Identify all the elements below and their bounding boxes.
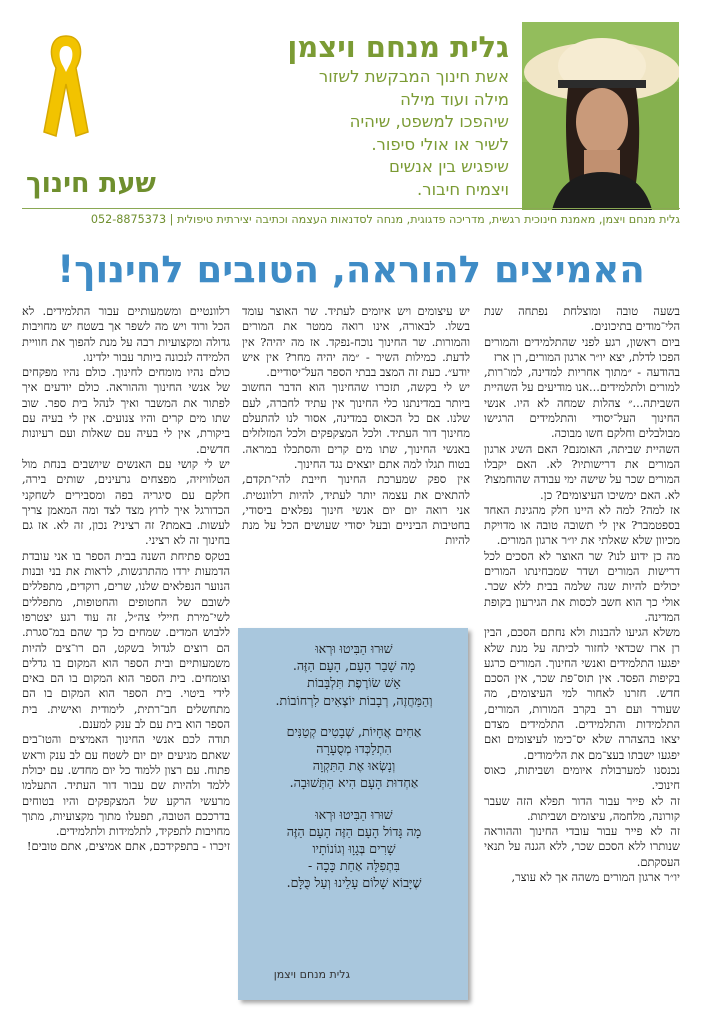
mission-line: מילה ועוד מילה: [400, 89, 509, 109]
author-name: גלית מנחם ויצמן: [287, 30, 509, 64]
paragraph: ביום ראשון, רגע לפני שהתלמידים והמורים הפכו לדלת, יצא יו״ר ארגון המורים, רן ארז: [484, 334, 680, 364]
article-column-left: [22, 304, 230, 1009]
byline-divider: [22, 208, 680, 209]
poem-line: וְהַמַּחֲזֶה, רְבָבוֹת יוֹצְאִים לִרְחוֹבוֹת.: [275, 692, 433, 708]
poem-line: שׁוּרוּ הַבִּיטוּ וּרְאוּ: [315, 641, 393, 656]
paragraph: זה לא פייר עבור עובדי החינוך וההוראה שנותרו ללא הסכם שכר, ללא הגנה על תנאי העסקתם.: [484, 824, 680, 869]
paragraph: אין ספק שמערכת החינוך חייבת להי־תקדם, להתאים את עצמה יותר לעתיד, להיות רלוונטית. אני רואה יום יום אנשי חינוך נפלאים ביסודי, בחטיבות הביניים ובעל יסודי שעושים הכל על מנת להיות: [242, 472, 470, 548]
poem-box: [238, 628, 468, 1000]
paragraph: נכנסנו למערבולת איומים ושביתות, כאוס חינוכי.: [484, 762, 680, 793]
paragraph: זיכרו - בתפקידכם, אתם אמיצים, אתם טובים!: [26, 839, 230, 854]
mission-line: ויצמיח חיבור.: [417, 179, 509, 199]
yellow-ribbon-icon: [36, 32, 96, 142]
poem-line: שׁוּרוּ הַבִּיטוּ וּרְאוּ: [315, 806, 393, 822]
paragraph: מה כן ידוע לנו? שר האוצר לא הסכים לכל דרישות המורים ושדר שמבחינתו המורים יכולים להיות שנה שלמה בבית ללא שכר. אולי כך הוא חשב לכסות את הגירעון בקופת המדינה.: [484, 548, 680, 624]
paragraph: כולם נהיו מומחים לחינוך. כולם נהיו מפקחים של אנשי החינוך וההוראה. כולם יודעים איך לפתור את המשבר ואיך לנהל בית ספר. שוב שתו מים קרים והיו צנועים. אין לי בעיה עם ביקורת, אין לי בעיה עם שאלות ועם רעיונות חדשים.: [22, 365, 230, 456]
mission-line: לשיר או אולי סיפור.: [371, 134, 509, 154]
paragraph: יש לי קושי עם האנשים שיושבים בנחת מול הטלוויזיה, מפצחים גרעינים, שותים בירה, חלקם עם סיגריה בפה ומסבירים לשחקני הכדורגל איך לרוץ מצד לצד ומה המאמן צריך לעשות. באמת? זה רציני? נכון, זה לא. אז גם בחינוך זה לא רציני.: [22, 456, 230, 548]
poem-line: הִתְלַכְּדוּ מְסֻעָרָה: [316, 741, 392, 757]
article-column-right: [484, 304, 680, 1014]
paragraph: בהודעה - ״מתוך אחריות למדינה, למו־רות, למורים ולתלמידים...אנו מודיעים על השהיית השביתה...״ צהלות שמחה לא היו. אנשי החינוך העל־יסודי והתלמידים הרגישו מבולבלים וחלקם חשו מבוכה.: [484, 365, 680, 441]
paragraph: רלוונטיים ומשמעותיים עבור התלמידים. לא הכל ורוד ויש מה לשפר אך בשטח יש מחויבות גדולה ומקצועיות רבה על מנת להפוך את חוויית הלמידה לנכונה ביותר עבור ילדינו.: [22, 304, 230, 364]
paragraph: יש עיצומים ויש איומים לעתיד. שר האוצר עומד בשלו. לבאורה, אינו רואה ממטר את המורים והמורות. שר החינוך נוכח-נפקד. אז מה יהיה? אין לדעת. כמילות השיר - ״מה יהיה מחר? אין איש יודע״. כעת זה המצב בבתי הספר העל־יסודיים.: [242, 304, 470, 380]
poem-line: אֵשׁ שׂוֹרֶפֶת תִּלְבָּבוֹת: [307, 675, 401, 691]
poem-line: אַחִים אֲחָיוֹת, שְׁבָטִים קְטַנִּים: [286, 723, 422, 739]
author-byline: גלית מנחם ויצמן, מאמנת חינוכית רגשית, מדריכה פדגוגית, מנחה לסדנאות העצמה וכתיבה יצירתית טיפולית | 052-8875373: [90, 213, 680, 226]
poem-line: וְנָשְׂאוּ אֶת הַתִּקְוָה: [312, 758, 396, 774]
poem-line: מָה גָּדוֹל הָעָם הַזֶּה הָעָם הַזֶּה: [286, 823, 422, 839]
author-mission: [249, 66, 509, 201]
article-column-middle: [242, 304, 470, 624]
paragraph: תודה לכם אנשי החינוך האמיצים והטו־בים שאתם מגיעים יום יום לשטח עם לב ענק וראש פתוח. עם רצון ללמוד כל יום מחדש. עם יכולת ללמד ולהיות שם עבור דור העתיד. התעלמו מרעשי הרקע של המצקפקים והיו בטוחים בדרככם הטובה, תפעלו מתוך מקצועיות, מתוך מחויבות לתפקיד, לתלמידות ולתלמידים.: [22, 732, 230, 839]
poem-line: שָׁרִים בְּגָוָוּ וְגוֹנוֹתָיו: [312, 841, 396, 857]
author-photo: [522, 22, 679, 210]
poem-line: שֶׁיָּבוֹא שָׁלוֹם עָלֵינוּ וְעַל כֻּלָּם.: [286, 875, 422, 891]
column-title: שעת חינוך: [26, 168, 156, 199]
paragraph: בטקס פתיחת השנה בבית הספר בו אני עובדת הדמעות ירדו מהתרגשות, לראות את בני ובנות הנוער הנפלאים שלנו, שרים, רוקדים, מתפללים לשובם של החטופים והחטופות, מתפללים לשי־מירת חיילי צה״ל, זה עוד רגע יצטרפו ללבוש המדים. שמחים כל כך שהם במ־סגרת. הם רוצים לגדול בשקט, הם רו־צים להיות משמעותיים ובית הספר הוא המקום בו גדלים וצומחים. בית הספר הוא המקום בו הם באים לידי ביטוי. בית הספר הוא המקום בו הם מתחשלים חב־רתית, לימודית ואישית. בית הספר הוא בית עם לב ענק למענם.: [22, 548, 230, 732]
poem: [248, 640, 460, 892]
mission-line: שיהפכו למשפט, שיהיה: [349, 112, 509, 131]
mission-line: שיפגיש בין אנשים: [388, 157, 509, 176]
paragraph: יש לי בקשה, תזכרו שהחינוך הוא הדבר החשוב ביותר במדינתנו כלי החינוך אין עתיד לחברה, לעם שלנו. אם כל הכאוס במדינה, אסור לנו להתעלם מחינוך דור העתיד. ולכל המצקפקים ולכל המזלזלים באנשי החינוך, שתו מים קרים והסתכלו במראה. בטוח תגלו למה אתם יוצאים נגד החינוך.: [242, 380, 470, 471]
article-headline: האמיצים להוראה, הטובים לחינוך!: [57, 248, 645, 291]
mission-line: אשת חינוך המבקשת לשזור: [318, 67, 509, 86]
poem-signature: גלית מנחם ויצמן: [273, 968, 350, 981]
paragraph: משלא הגיעו להבנות ולא נחתם הסכם, הבין רן ארז שכדאי לחזור לכיתה על מנת שלא יפגעו התלמידים ואנשי החינוך. המורים כרגע בקיפות הפסד. אין תוס־פת שכר, אין הסכם חדש. חזרנו לאחור למי העיצומים, מה שעורר ועם רב בקרב המורות, המורים, התלמידות והתלמידים. התלמידים מצדם יצאו בהצהרה שלא יס־כימו לעיצומים ואם יפגעו ישבתו בעצ־מם את הלימודים.: [484, 625, 680, 762]
poem-line: בִּתְפִלָּה אַחַת כָּכָה -: [308, 858, 400, 874]
paragraph: בשעה טובה ומוצלחת נפתחה שנת הלי־מודים בתיכונים.: [484, 304, 680, 334]
paragraph: זה לא פייר עבור הדור תפלא הזה שעבר קורונה, מלחמה, עיצומים ושביתות.: [484, 793, 680, 823]
paragraph: אז למה? למה לא היינו חלק מהגינת האחד בספטמבר? אין לי תשובה טובה או מדויקת מכיוון שלא שאלתי את יו״ר ארגון המורים.: [484, 502, 680, 548]
poem-line: אַחְדוּת הָעָם הִיא הַתְּשׁוּבָה.: [289, 775, 419, 791]
poem-line: מָה שָׁבַר הָעָם, הָעָם הַזֶּה.: [292, 658, 416, 674]
paragraph: השהיית שביתה, האומנם? האם השיג ארגון המורים את דרישותיו? לא. האם יקבלו המורים שכר על שישה ימי עבודה שהוחמצו? לא. האם ימשיכו העיצומים? כן.: [484, 441, 680, 502]
paragraph: יו״ר ארגון המורים משהה אך לא עוצר,: [511, 869, 680, 884]
